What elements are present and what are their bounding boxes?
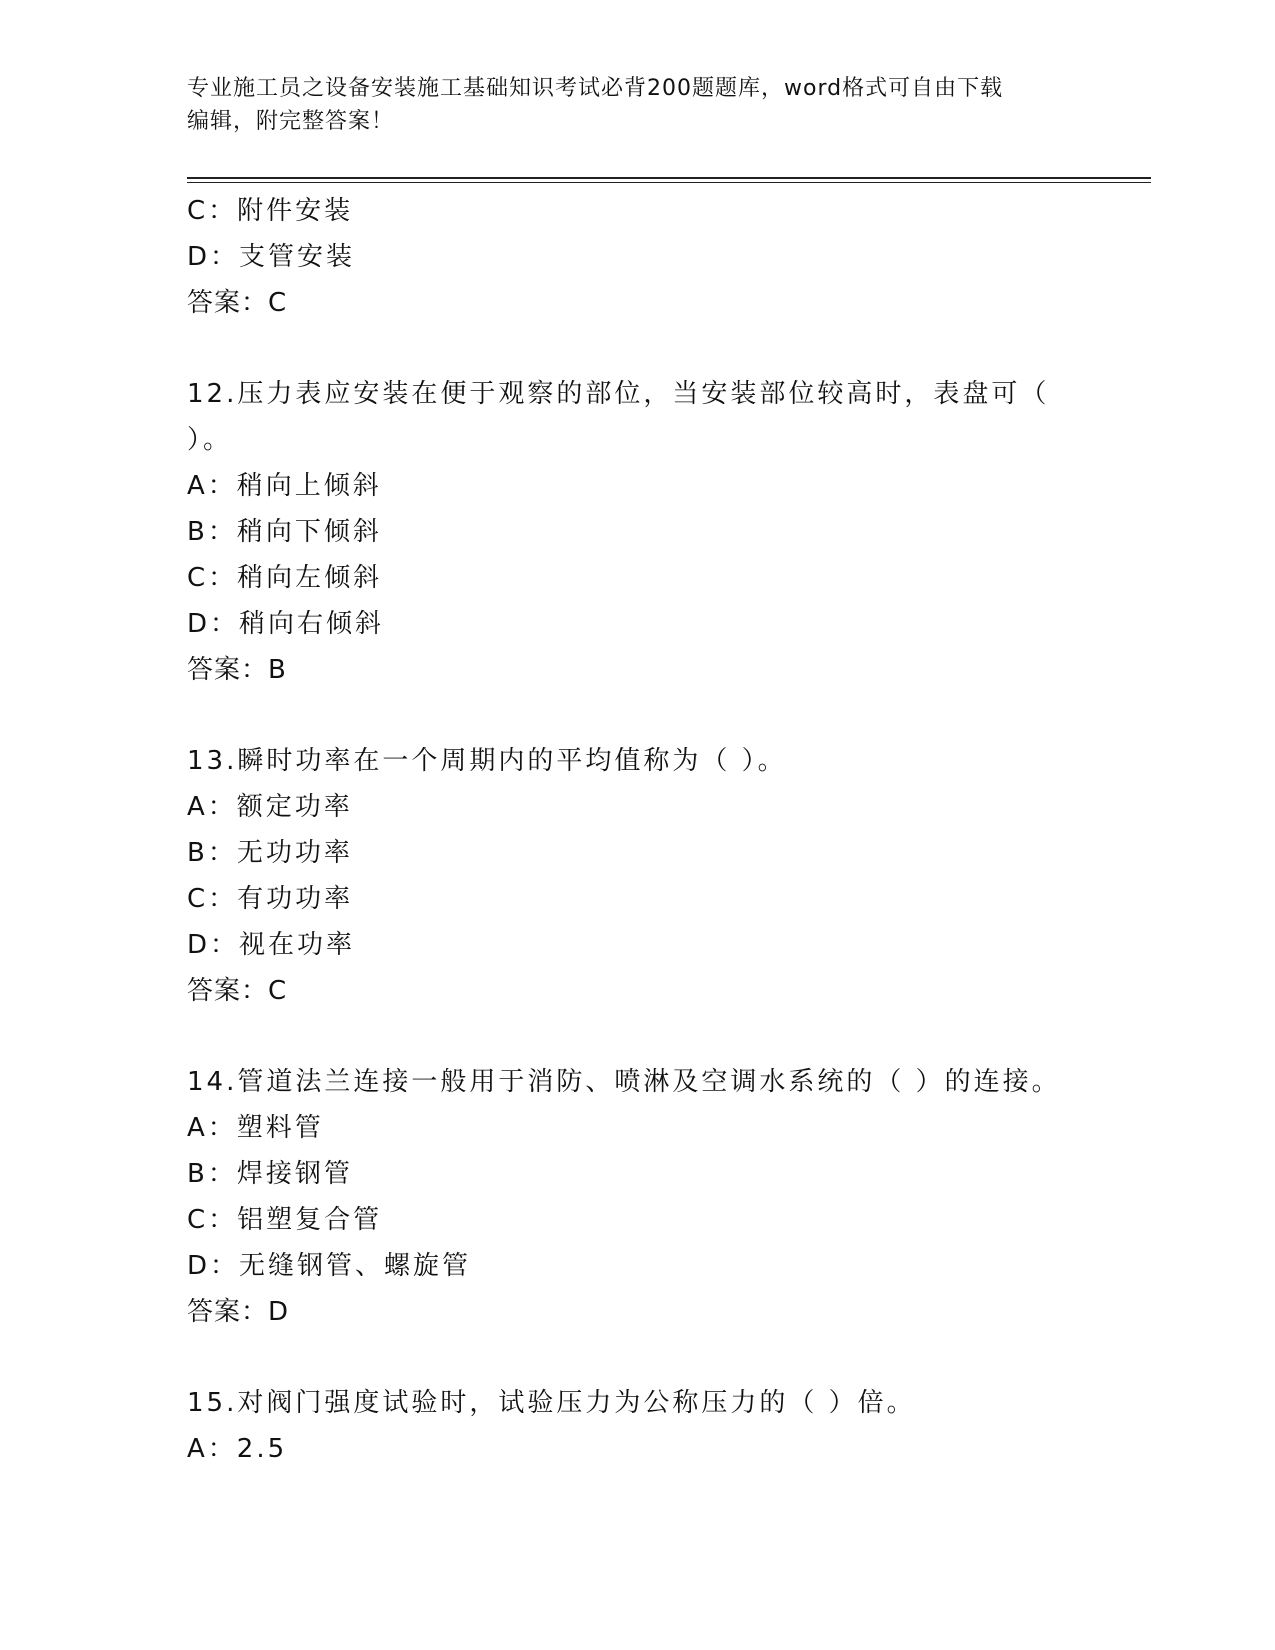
header-title-line2: 编辑，附完整答案！ bbox=[187, 109, 395, 134]
option-b: B：稍向下倾斜 bbox=[187, 517, 382, 547]
answer-line: 答案：D bbox=[187, 1297, 290, 1327]
option-a: A：额定功率 bbox=[187, 792, 353, 822]
question-stem: 15.对阀门强度试验时，试验压力为公称压力的（ ）倍。 bbox=[187, 1388, 916, 1418]
option-c: C：有功功率 bbox=[187, 884, 354, 914]
question-stem-continued: ）。 bbox=[187, 425, 233, 455]
option-b: B：焊接钢管 bbox=[187, 1159, 353, 1189]
question-list bbox=[187, 188, 1087, 1472]
option-a: A：2.5 bbox=[187, 1434, 288, 1464]
question-stem: 14.管道法兰连接一般用于消防、喷淋及空调水系统的（ ）的连接。 bbox=[187, 1067, 1061, 1097]
question-spacer bbox=[187, 1014, 1087, 1059]
question-stem: 13.瞬时功率在一个周期内的平均值称为（ ）。 bbox=[187, 746, 787, 776]
option-d: D：支管安装 bbox=[187, 242, 356, 272]
option-d: D：稍向右倾斜 bbox=[187, 609, 385, 639]
question-spacer bbox=[187, 1335, 1087, 1380]
question-14 bbox=[187, 1059, 1087, 1335]
document-header bbox=[187, 72, 1067, 138]
header-title-line1: 专业施工员之设备安装施工基础知识考试必背200题题库，word格式可自由下载 bbox=[187, 76, 1004, 101]
option-a: A：塑料管 bbox=[187, 1113, 324, 1143]
option-c: C：稍向左倾斜 bbox=[187, 563, 383, 593]
question-12 bbox=[187, 371, 1087, 693]
option-b: B：无功功率 bbox=[187, 838, 353, 868]
question-15 bbox=[187, 1380, 1087, 1472]
question-spacer bbox=[187, 326, 1087, 371]
header-divider-thin bbox=[187, 182, 1151, 183]
answer-line: 答案：C bbox=[187, 976, 288, 1006]
answer-line: 答案：B bbox=[187, 655, 287, 685]
option-c: C：附件安装 bbox=[187, 196, 354, 226]
question-11-tail bbox=[187, 188, 1087, 326]
option-d: D：视在功率 bbox=[187, 930, 356, 960]
question-spacer bbox=[187, 693, 1087, 738]
option-c: C：铝塑复合管 bbox=[187, 1205, 383, 1235]
header-divider-thick bbox=[187, 177, 1151, 179]
question-13 bbox=[187, 738, 1087, 1014]
option-a: A：稍向上倾斜 bbox=[187, 471, 382, 501]
question-stem: 12.压力表应安装在便于观察的部位，当安装部位较高时，表盘可（ bbox=[187, 379, 1050, 409]
answer-line: 答案：C bbox=[187, 288, 288, 318]
option-d: D：无缝钢管、螺旋管 bbox=[187, 1251, 472, 1281]
